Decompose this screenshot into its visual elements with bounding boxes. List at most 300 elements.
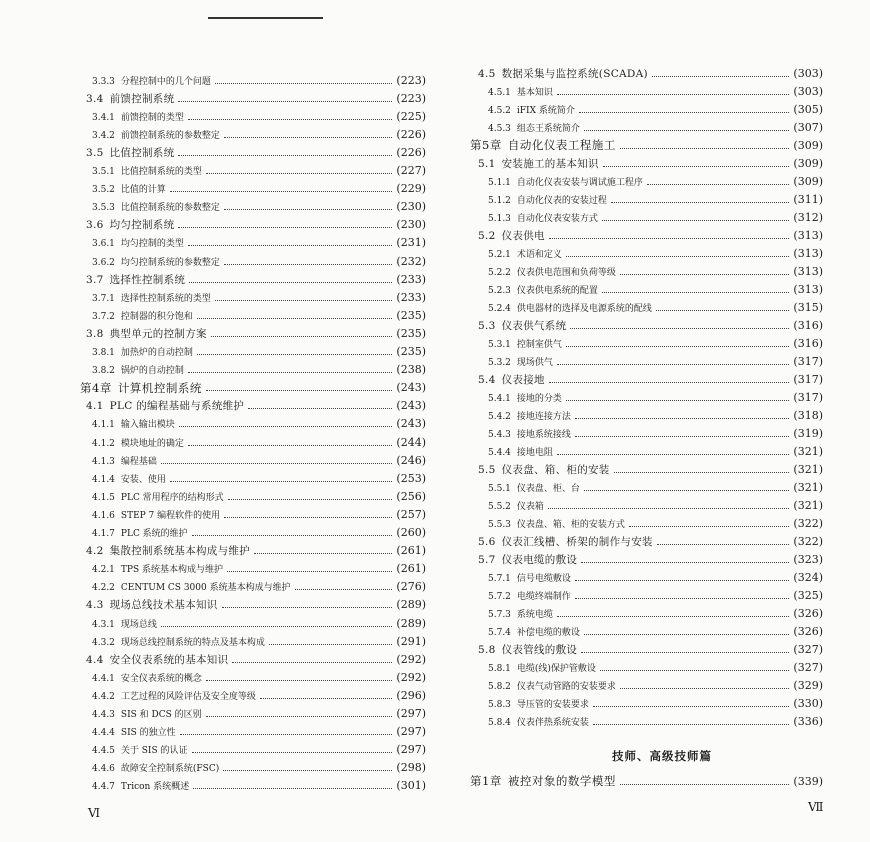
toc-entry-title: 术语和定义 <box>516 249 562 260</box>
toc-entry-sub[interactable] <box>488 677 823 693</box>
toc-entry-sec[interactable] <box>478 461 823 477</box>
dot-leader <box>188 119 392 120</box>
toc-entry-label <box>488 481 580 494</box>
toc-entry-number: 3.8.2 <box>92 366 115 377</box>
toc-entry-label <box>86 145 174 160</box>
toc-entry-sub[interactable] <box>488 479 823 495</box>
toc-entry-title: 工艺过程的风险评估及安全度等级 <box>120 691 256 702</box>
toc-entry-title: 比值控制系统的类型 <box>120 167 202 177</box>
toc-entry-label <box>92 74 211 87</box>
toc-entry-sub[interactable] <box>488 443 823 459</box>
dot-leader <box>228 499 393 500</box>
toc-entry-page: (226) <box>396 127 426 141</box>
toc-entry-sub[interactable] <box>488 659 823 675</box>
toc-entry-title: 仪表供电 <box>501 229 545 242</box>
toc-entry-sec[interactable] <box>478 551 823 567</box>
toc-entry-sub[interactable] <box>92 561 426 577</box>
dot-leader <box>548 508 789 509</box>
toc-entry-number: 3.8.1 <box>92 348 115 358</box>
toc-entry-sub[interactable] <box>488 281 823 297</box>
toc-entry-label <box>488 661 596 674</box>
toc-entry-label <box>86 652 228 667</box>
dot-leader <box>652 76 789 77</box>
toc-entry-sub[interactable] <box>488 587 823 603</box>
dot-leader <box>178 227 392 228</box>
toc-entry-sub[interactable] <box>92 470 426 486</box>
toc-entry-sub[interactable] <box>488 389 823 405</box>
toc-entry-title: 安全仪表系统的概念 <box>120 673 202 684</box>
toc-entry-number: 5.1.2 <box>488 195 511 206</box>
dot-leader <box>584 490 789 491</box>
toc-entry-page: (330) <box>793 696 823 710</box>
toc-entry-sub[interactable] <box>92 706 426 722</box>
toc-entry-label <box>92 635 265 648</box>
toc-entry-title: 比值控制系统 <box>109 146 175 159</box>
toc-entry-title: 补偿电缆的敷设 <box>516 627 580 638</box>
toc-entry-label <box>478 372 545 387</box>
toc-entry-title: 自动化仪表工程施工 <box>507 138 616 152</box>
toc-entry-number: 4.1.4 <box>92 474 115 485</box>
toc-entry-page: (261) <box>396 544 426 558</box>
dot-leader <box>161 463 392 464</box>
toc-entry-sub[interactable] <box>488 83 823 99</box>
toc-entry-sec[interactable] <box>86 651 426 667</box>
toc-entry-number: 5.2.2 <box>488 267 511 278</box>
toc-entry-label <box>86 272 185 287</box>
dot-leader <box>557 616 789 617</box>
toc-entry-label <box>488 247 562 260</box>
toc-entry-sub[interactable] <box>488 605 823 621</box>
toc-entry-page: (316) <box>793 336 823 350</box>
toc-entry-number: 3.3.3 <box>92 76 115 87</box>
toc-entry-label <box>478 462 610 477</box>
toc-entry-sub[interactable] <box>92 181 426 197</box>
toc-entry-sec[interactable] <box>478 155 823 171</box>
toc-entry-sec[interactable] <box>86 90 426 106</box>
toc-entry-label <box>488 445 553 458</box>
toc-entry-title: 导压管的安装要求 <box>516 699 589 710</box>
toc-entry-sub[interactable] <box>92 724 426 740</box>
toc-entry-label <box>92 164 202 177</box>
toc-entry-title: 现场供气 <box>516 357 553 368</box>
toc-entry-label <box>92 345 193 358</box>
toc-entry-page: (257) <box>396 507 426 521</box>
toc-entry-page: (243) <box>396 399 426 413</box>
toc-entry-number: 5.4.2 <box>488 411 511 422</box>
toc-entry-label <box>488 571 571 584</box>
toc-entry-page: (230) <box>396 200 426 214</box>
toc-entry-sub[interactable] <box>92 778 426 794</box>
toc-entry-sub[interactable] <box>92 615 426 631</box>
toc-entry-title: 典型单元的控制方案 <box>109 327 207 340</box>
dot-leader <box>193 788 392 789</box>
dot-leader <box>593 706 789 707</box>
toc-entry-title: 接地系统接线 <box>516 429 571 440</box>
toc-entry-sub[interactable] <box>92 760 426 776</box>
dot-leader <box>224 517 392 518</box>
dot-leader <box>189 282 392 283</box>
toc-entry-page: (324) <box>793 570 823 584</box>
dot-leader <box>557 94 789 95</box>
toc-entry-sub[interactable] <box>92 506 426 522</box>
toc-entry-number: 4.2.1 <box>92 565 115 576</box>
dot-leader <box>254 553 392 554</box>
toc-entry-title: 控制室供气 <box>516 339 562 350</box>
dot-leader <box>603 166 790 167</box>
toc-entry-page: (231) <box>396 236 426 250</box>
toc-entry-sec[interactable] <box>478 65 823 81</box>
toc-entry-number: 4.4.4 <box>92 728 115 739</box>
toc-entry-number: 第4章 <box>80 380 112 395</box>
toc-entry-label <box>488 193 607 206</box>
toc-entry-label <box>470 773 616 789</box>
toc-entry-page: (301) <box>396 779 426 793</box>
toc-entry-page: (235) <box>396 308 426 322</box>
dot-leader <box>269 644 392 645</box>
toc-entry-label <box>488 517 625 530</box>
toc-entry-number: 4.5.2 <box>488 105 511 116</box>
toc-entry-label <box>92 580 291 593</box>
toc-entry-number: 3.7.2 <box>92 311 115 322</box>
toc-entry-label <box>488 355 553 368</box>
toc-entry-sub[interactable] <box>488 515 823 531</box>
dot-leader <box>614 472 790 473</box>
toc-entry-sub[interactable] <box>92 362 426 378</box>
toc-entry-label <box>488 85 553 98</box>
dot-leader <box>620 784 790 785</box>
toc-entry-number: 3.4.2 <box>92 130 115 141</box>
toc-entry-sec[interactable] <box>86 398 426 414</box>
toc-entry-title: TPS 系统基本构成与维护 <box>120 565 223 576</box>
toc-entry-page: (325) <box>793 588 823 602</box>
dot-leader <box>602 292 789 293</box>
toc-entry-title: PLC 常用程序的结构形式 <box>120 492 224 503</box>
toc-entry-label <box>478 66 648 81</box>
toc-entry-label <box>92 671 202 684</box>
toc-entry-sub[interactable] <box>92 289 426 305</box>
toc-entry-page: (235) <box>396 345 426 358</box>
toc-entry-sub[interactable] <box>92 452 426 468</box>
toc-entry-number: 5.4.4 <box>488 447 511 458</box>
toc-entry-title: 安装施工的基本知识 <box>501 157 599 170</box>
toc-entry-title: SIS 的独立性 <box>120 728 176 739</box>
toc-entry-sub[interactable] <box>488 353 823 369</box>
toc-entry-page: (313) <box>793 264 823 278</box>
dot-leader <box>170 481 392 482</box>
dot-leader <box>188 245 392 246</box>
toc-entry-page: (329) <box>793 678 823 692</box>
toc-entry-chap[interactable] <box>470 137 823 153</box>
toc-entry-number: 3.6.2 <box>92 257 115 268</box>
dot-leader <box>620 274 789 275</box>
toc-entry-number: 5.7.3 <box>488 609 511 620</box>
toc-entry-sec[interactable] <box>86 271 426 287</box>
toc-entry-number: 5.4.1 <box>488 393 511 404</box>
toc-entry-label <box>478 156 599 171</box>
toc-entry-sec[interactable] <box>86 144 426 160</box>
toc-entry-page: (321) <box>793 480 823 494</box>
toc-entry-sec[interactable] <box>478 227 823 243</box>
dot-leader <box>584 634 789 635</box>
toc-entry-sub[interactable] <box>92 579 426 595</box>
toc-entry-sub[interactable] <box>488 713 823 729</box>
toc-entry-title: 信号电缆敷设 <box>516 573 571 584</box>
toc-entry-sub[interactable] <box>488 623 823 639</box>
toc-entry-sub[interactable] <box>92 687 426 703</box>
toc-entry-sec[interactable] <box>86 325 426 341</box>
toc-entry-number: 3.4.1 <box>92 112 115 123</box>
dot-leader <box>656 310 789 311</box>
toc-entry-sec[interactable] <box>86 543 426 559</box>
toc-entry-title: 控制器的积分饱和 <box>120 311 193 322</box>
toc-entry-sub[interactable] <box>488 173 823 189</box>
toc-entry-title: Tricon 系统概述 <box>120 782 190 793</box>
dot-leader <box>192 535 393 536</box>
toc-entry-number: 4.1.7 <box>92 529 115 539</box>
toc-entry-sub[interactable] <box>92 126 426 142</box>
toc-entry-sec[interactable] <box>86 217 426 233</box>
toc-entry-label <box>488 589 571 602</box>
dot-leader <box>657 544 790 545</box>
toc-entry-number: 3.8 <box>86 327 104 340</box>
toc-entry-title: 仪表汇线槽、桥架的制作与安装 <box>501 535 653 548</box>
toc-entry-number: 4.2.2 <box>92 583 115 594</box>
toc-entry-sec[interactable] <box>478 533 823 549</box>
toc-entry-page: (297) <box>396 707 426 720</box>
toc-entry-title: STEP 7 编程软件的使用 <box>120 510 221 521</box>
toc-entry-title: 仪表箱 <box>516 501 544 512</box>
toc-entry-label <box>92 562 223 575</box>
toc-entry-title: 仪表供电范围和负荷等级 <box>516 267 616 278</box>
dot-leader <box>584 130 789 131</box>
toc-entry-sub[interactable] <box>92 669 426 685</box>
dot-leader <box>581 652 789 653</box>
dot-leader <box>248 408 392 409</box>
toc-entry-page: (229) <box>396 182 426 196</box>
toc-entry-sub[interactable] <box>92 742 426 758</box>
toc-entry-page: (276) <box>396 580 426 594</box>
toc-entry-number: 4.1.1 <box>92 420 115 431</box>
toc-entry-sub[interactable] <box>488 245 823 261</box>
toc-entry-sub[interactable] <box>488 569 823 585</box>
toc-entry-page: (235) <box>396 326 426 340</box>
toc-entry-sub[interactable] <box>92 253 426 269</box>
dot-leader <box>570 328 789 329</box>
toc-entry-number: 5.3.1 <box>488 339 511 350</box>
toc-entry-page: (322) <box>793 516 823 530</box>
toc-entry-page: (318) <box>793 408 823 422</box>
toc-entry-page: (319) <box>793 426 823 440</box>
dot-leader <box>215 300 392 301</box>
toc-entry-page: (289) <box>396 598 426 612</box>
toc-entry-sec[interactable] <box>478 641 823 657</box>
toc-entry-sub[interactable] <box>92 434 426 450</box>
toc-entry-sub[interactable] <box>488 119 823 135</box>
toc-entry-page: (316) <box>793 318 823 332</box>
toc-entry-sub[interactable] <box>488 335 823 351</box>
toc-entry-page: (296) <box>396 688 426 702</box>
toc-entry-title: 供电器材的选择及电源系统的配线 <box>516 303 652 314</box>
toc-entry-title: 均匀控制系统的参数整定 <box>120 257 220 268</box>
toc-entry-sub[interactable] <box>488 101 823 117</box>
dot-leader <box>197 318 392 319</box>
toc-entry-title: 模块地址的确定 <box>120 438 184 449</box>
toc-entry-page: (232) <box>396 254 426 268</box>
toc-entry-label <box>92 417 175 430</box>
part-heading: 技师、高级技师篇 <box>612 749 712 763</box>
toc-entry-label <box>478 318 566 333</box>
toc-entry-sub[interactable] <box>92 633 426 649</box>
toc-entry-number: 5.1.3 <box>488 213 511 224</box>
dot-leader <box>549 238 790 239</box>
toc-entry-label <box>92 291 211 304</box>
toc-entry-sec[interactable] <box>86 597 426 613</box>
toc-entry-chap[interactable] <box>80 380 426 396</box>
toc-entry-sub[interactable] <box>488 497 823 513</box>
toc-entry-label <box>488 697 589 710</box>
toc-entry-sub[interactable] <box>488 695 823 711</box>
toc-entry-title: 锅炉的自动控制 <box>120 366 184 377</box>
toc-entry-number: 5.6 <box>478 535 496 548</box>
dot-leader <box>215 83 392 84</box>
toc-entry-title: 组态王系统简介 <box>516 123 580 134</box>
toc-entry-label <box>92 255 220 268</box>
toc-entry-number: 4.4.3 <box>92 710 115 720</box>
toc-entry-page: (317) <box>793 372 823 386</box>
toc-entry-title: 仪表管线的敷设 <box>501 643 578 656</box>
toc-entry-number: 5.2.1 <box>488 249 511 260</box>
dot-leader <box>566 346 789 347</box>
dot-leader <box>647 184 789 185</box>
toc-entry-page: (243) <box>396 381 426 395</box>
dot-leader <box>188 445 392 446</box>
toc-entry-title: 电缆(线)保护管敷设 <box>516 663 596 674</box>
toc-entry-label <box>92 725 176 738</box>
toc-entry-page: (261) <box>396 562 426 576</box>
toc-entry-label <box>488 337 562 350</box>
dot-leader <box>593 724 789 725</box>
toc-entry-sub[interactable] <box>488 263 823 279</box>
toc-entry-number: 5.8.1 <box>488 663 511 674</box>
toc-entry-number: 5.8.3 <box>488 699 511 710</box>
toc-entry-label <box>488 391 562 404</box>
toc-entry-page: (297) <box>396 743 426 757</box>
toc-entry-sub[interactable] <box>92 235 426 251</box>
toc-entry-sub[interactable] <box>488 191 823 207</box>
toc-entry-label <box>86 326 207 341</box>
toc-entry-label <box>488 301 652 314</box>
toc-entry-number: 4.3.1 <box>92 619 115 630</box>
toc-entry-page: (309) <box>793 174 823 188</box>
toc-entry-page: (227) <box>396 164 426 177</box>
toc-right-column <box>470 0 823 842</box>
toc-entry-label <box>92 617 157 630</box>
toc-entry-number: 3.7.1 <box>92 293 115 304</box>
dot-leader <box>575 598 789 599</box>
toc-entry-label <box>488 283 598 296</box>
dot-leader <box>224 264 392 265</box>
toc-entry-sub[interactable] <box>92 416 426 432</box>
toc-entry-title: iFIX 系统简介 <box>516 105 575 116</box>
dot-leader <box>600 670 789 671</box>
toc-entry-number: 4.5 <box>478 67 496 80</box>
toc-entry-sub[interactable] <box>488 407 823 423</box>
toc-entry-sec[interactable] <box>478 317 823 333</box>
toc-entry-title: 计算机控制系统 <box>117 380 202 395</box>
dot-leader <box>557 364 789 365</box>
toc-entry-title: PLC 系统的维护 <box>120 529 188 539</box>
toc-entry-label <box>92 526 188 539</box>
toc-entry-sub[interactable] <box>488 425 823 441</box>
dot-leader <box>206 173 392 174</box>
toc-entry-page: (298) <box>396 761 426 775</box>
toc-entry-title: PLC 的编程基础与系统维护 <box>109 400 245 413</box>
toc-entry-sub[interactable] <box>488 299 823 315</box>
toc-entry-sub[interactable] <box>92 525 426 541</box>
toc-entry-number: 3.6.1 <box>92 239 115 250</box>
toc-entry-page: (297) <box>396 725 426 739</box>
toc-entry-page: (322) <box>793 534 823 548</box>
toc-entry-title: 比值的计算 <box>120 185 166 196</box>
toc-entry-label <box>92 110 184 123</box>
toc-entry-page: (309) <box>793 156 823 170</box>
toc-entry-number: 5.8 <box>478 643 496 656</box>
toc-entry-label <box>488 265 616 278</box>
toc-entry-title: 安装、使用 <box>120 474 166 485</box>
toc-entry-sec[interactable] <box>478 371 823 387</box>
toc-entry-label <box>488 103 575 116</box>
toc-entry-title: 系统电缆 <box>516 609 553 620</box>
toc-entry-label <box>86 543 250 558</box>
toc-entry-sub[interactable] <box>92 199 426 215</box>
toc-entry-label <box>92 689 256 702</box>
toc-entry-label <box>92 236 184 249</box>
dot-leader <box>557 454 789 455</box>
toc-entry-page: (223) <box>396 91 426 105</box>
toc-entry-page: (313) <box>793 228 823 242</box>
toc-entry-title: 自动化仪表的安装过程 <box>516 195 607 206</box>
toc-entry-title: 数据采集与监控系统(SCADA) <box>501 67 648 80</box>
dot-leader <box>620 688 789 689</box>
toc-entry-sub[interactable] <box>92 163 426 179</box>
dot-leader <box>295 589 393 590</box>
toc-entry-page: (327) <box>793 660 823 674</box>
toc-entry-label <box>92 743 188 756</box>
toc-entry-title: 仪表盘、柜、台 <box>516 483 580 494</box>
toc-entry-label <box>488 679 616 692</box>
dot-leader <box>549 382 790 383</box>
toc-entry-number: 4.4.7 <box>92 782 115 793</box>
toc-entry-sub[interactable] <box>92 72 426 88</box>
dot-leader <box>575 418 789 419</box>
toc-entry-sub[interactable] <box>488 209 823 225</box>
toc-entry-sub[interactable] <box>92 108 426 124</box>
toc-entry-sub[interactable] <box>92 344 426 360</box>
page-folio-left: Ⅵ <box>88 806 101 820</box>
toc-entry-number: 5.5.2 <box>488 501 511 512</box>
toc-entry-final[interactable] <box>470 773 823 789</box>
toc-entry-sub[interactable] <box>92 488 426 504</box>
toc-entry-label <box>92 309 193 322</box>
toc-entry-title: 集散控制系统基本构成与维护 <box>109 545 251 558</box>
toc-entry-sub[interactable] <box>92 307 426 323</box>
toc-entry-title: 被控对象的数学模型 <box>507 774 616 788</box>
toc-entry-number: 5.2.3 <box>488 285 511 296</box>
toc-entry-title: 前馈控制的类型 <box>120 112 184 123</box>
toc-entry-label <box>92 200 220 213</box>
toc-entry-page: (336) <box>793 714 823 728</box>
toc-entry-title: 现场总线技术基本知识 <box>109 599 218 612</box>
